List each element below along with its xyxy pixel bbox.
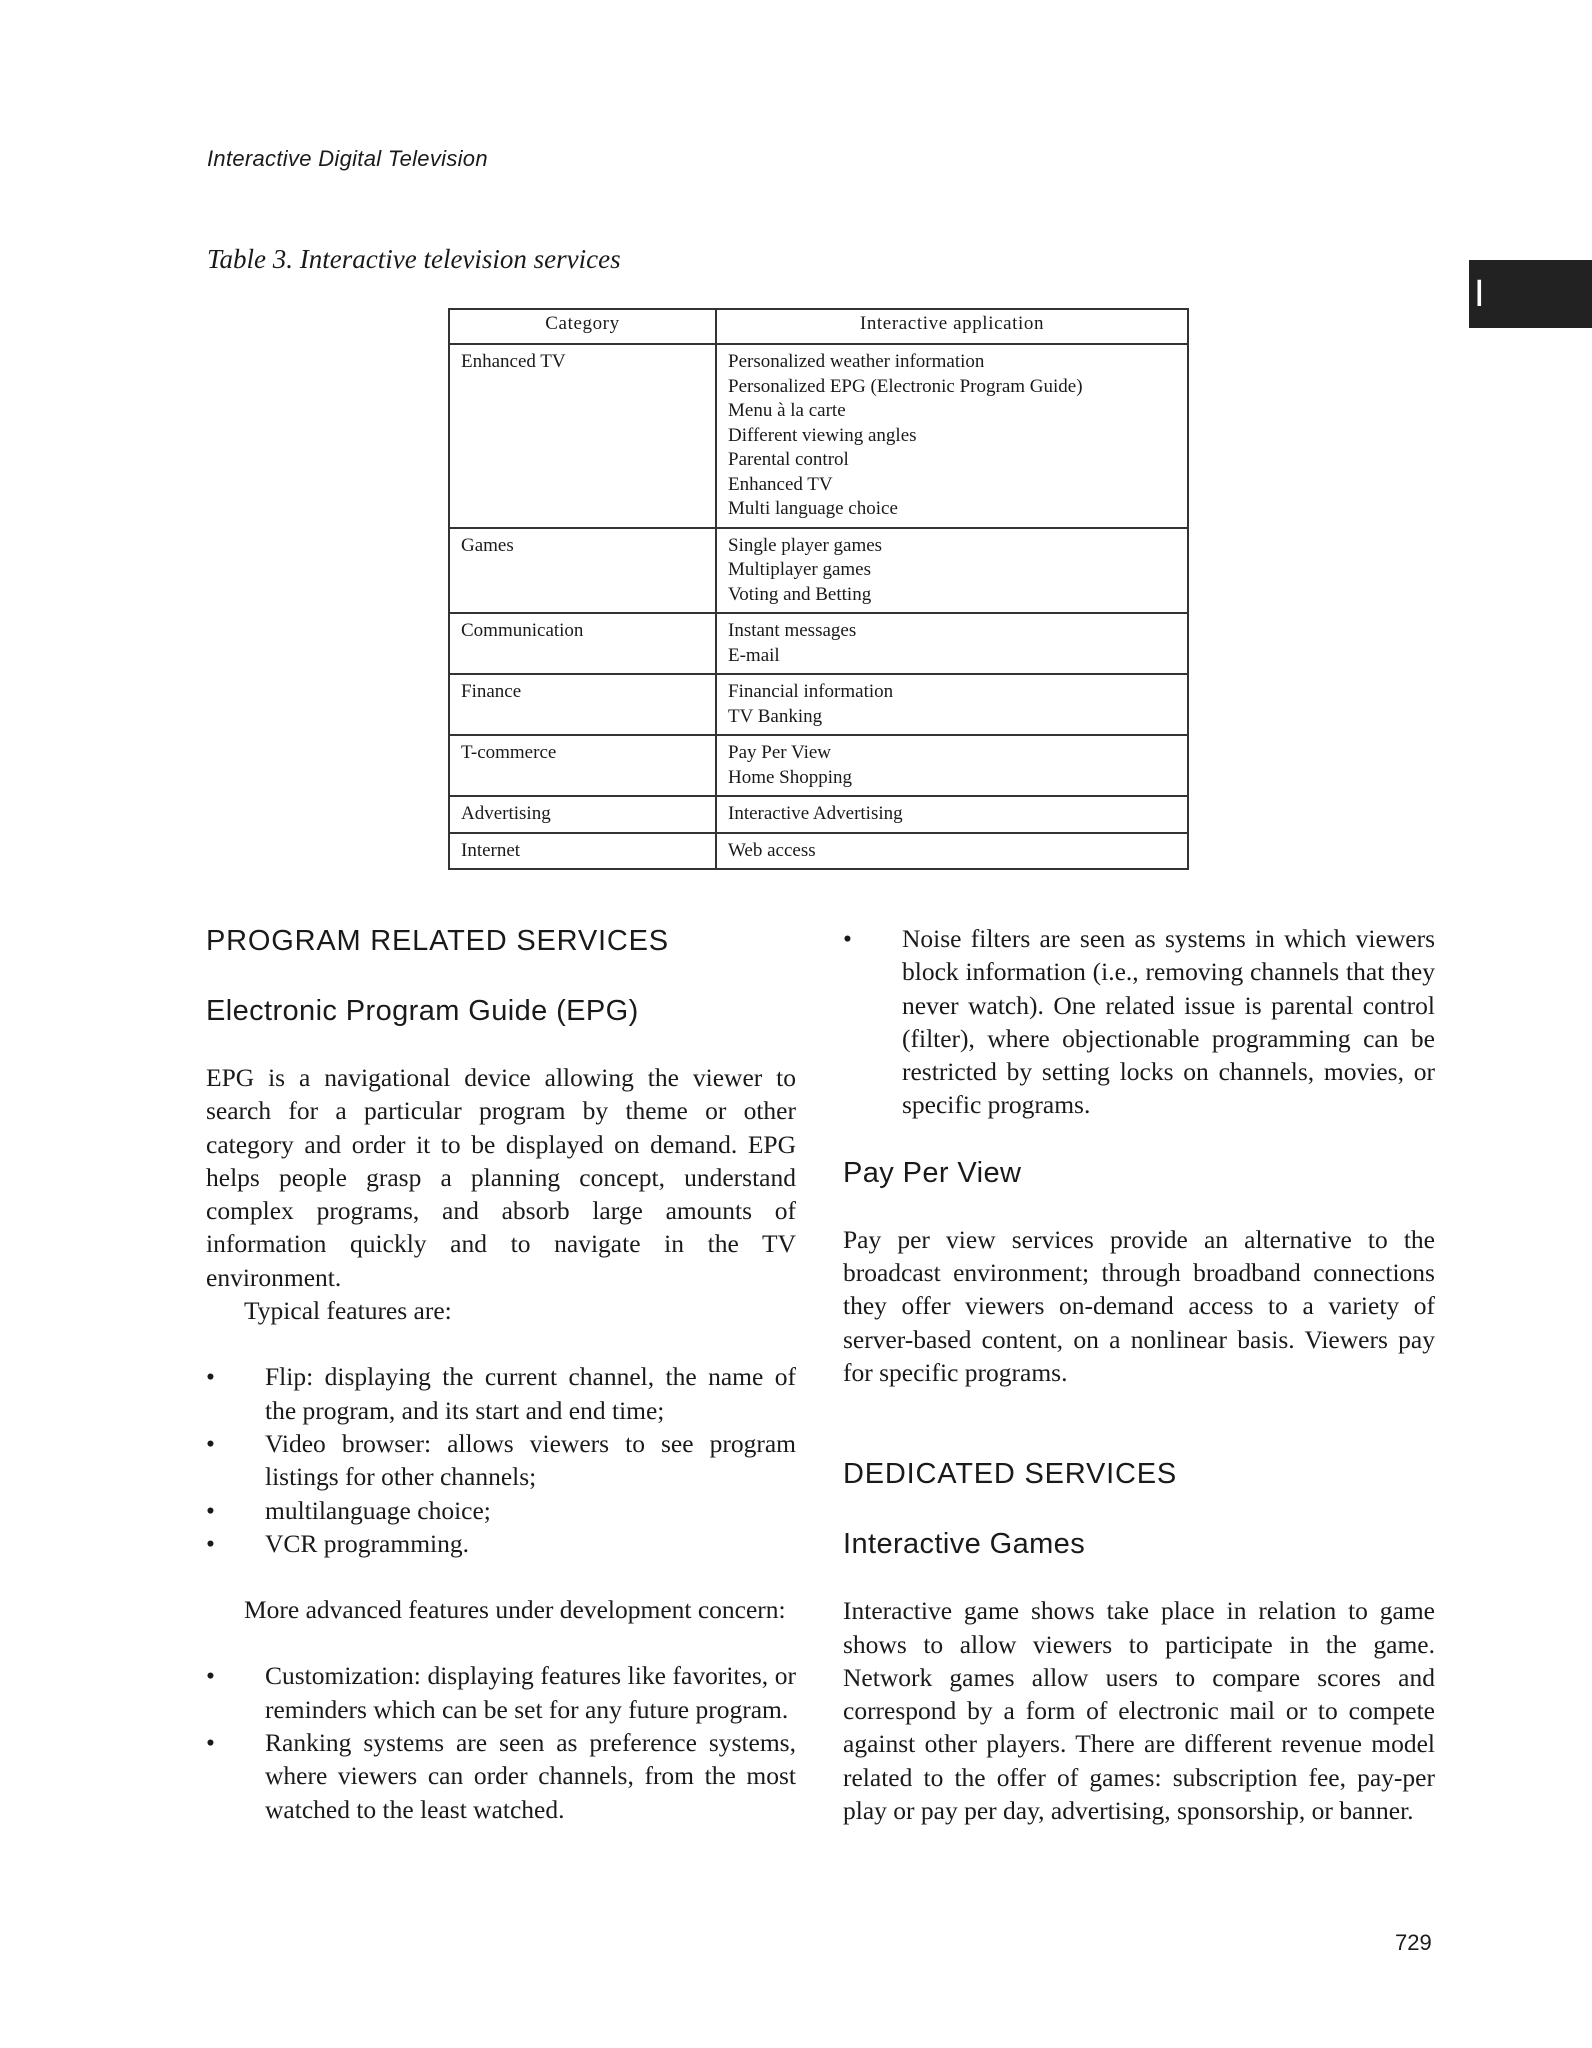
category-cell: Communication xyxy=(449,613,716,674)
application-item: E-mail xyxy=(728,644,780,666)
list-item-text: multilanguage choice; xyxy=(265,1495,491,1525)
application-item: Different viewing angles xyxy=(728,424,917,446)
table-row xyxy=(449,796,1188,833)
table-row xyxy=(449,528,1188,614)
section-thumb-tab: I xyxy=(1469,260,1592,328)
application-item: Enhanced TV xyxy=(728,473,833,495)
list-item-text: Customization: displaying features like favorites, or reminders which can be set for any future program. xyxy=(265,1661,796,1724)
list-item-text: Flip: displaying the current channel, the name of the program, and its start and end time; xyxy=(265,1362,796,1425)
category-cell: Internet xyxy=(449,833,716,870)
application-item: Personalized weather information xyxy=(728,351,985,372)
section-heading-dedicated: DEDICATED SERVICES xyxy=(843,1458,1178,1491)
table-row xyxy=(449,613,1188,674)
noise-filters-text: Noise filters are seen as systems in which viewers block information (i.e., removing channels that they never watch). One related issue is parental control (filter), where objectionable programming can be restricted by setting locks on channels, movies, or specific programs. xyxy=(902,924,1435,1120)
list-item xyxy=(206,1360,796,1427)
category-column-header: Category xyxy=(449,309,716,344)
left-column xyxy=(206,922,796,1826)
application-item: Instant messages xyxy=(728,620,857,641)
application-item: Voting and Betting xyxy=(728,583,872,605)
bullet-symbol: • xyxy=(206,1362,215,1392)
application-item: Home Shopping xyxy=(728,766,853,788)
application-cell xyxy=(716,528,1188,614)
advanced-features-intro: More advanced features under development concern: xyxy=(244,1595,786,1625)
list-item xyxy=(206,1427,796,1494)
application-item: Interactive Advertising xyxy=(728,803,903,824)
running-head: Interactive Digital Television xyxy=(207,146,488,171)
advanced-features-list xyxy=(206,1659,796,1825)
subheading-pay-per-view: Pay Per View xyxy=(843,1156,1022,1189)
bullet-symbol: • xyxy=(206,1661,215,1691)
table-row xyxy=(449,344,1188,528)
application-item: Financial information xyxy=(728,681,894,702)
section-heading-program-related: PROGRAM RELATED SERVICES xyxy=(206,925,669,957)
typical-features-list xyxy=(206,1360,796,1560)
application-cell xyxy=(716,674,1188,735)
services-table xyxy=(448,308,1189,870)
right-column xyxy=(843,922,1435,1827)
list-item xyxy=(206,1527,796,1560)
application-item: Menu à la carte xyxy=(728,400,846,421)
application-cell xyxy=(716,833,1188,870)
application-item: TV Banking xyxy=(728,705,823,727)
noise-filters-list xyxy=(843,922,1435,1122)
subheading-interactive-games: Interactive Games xyxy=(843,1528,1086,1561)
category-cell: Games xyxy=(449,528,716,614)
bullet-symbol: • xyxy=(206,1728,215,1758)
application-item: Multi language choice xyxy=(728,498,898,519)
bullet-symbol: • xyxy=(206,1528,215,1558)
bullet-symbol: • xyxy=(843,924,852,953)
list-item xyxy=(206,1659,796,1726)
bullet-symbol: • xyxy=(206,1428,215,1458)
list-item xyxy=(206,1494,796,1527)
category-cell: Enhanced TV xyxy=(449,344,716,528)
table-row xyxy=(449,833,1188,870)
application-cell xyxy=(716,735,1188,796)
bullet-symbol: • xyxy=(206,1495,215,1525)
application-item: Pay Per View xyxy=(728,742,831,763)
table-caption: Table 3. Interactive television services xyxy=(207,244,621,274)
table-row xyxy=(449,674,1188,735)
application-cell xyxy=(716,613,1188,674)
table-row xyxy=(449,735,1188,796)
page-number: 729 xyxy=(1395,1930,1432,1955)
list-item-text: VCR programming. xyxy=(265,1528,469,1558)
application-item: Multiplayer games xyxy=(728,559,871,580)
application-item: Single player games xyxy=(728,534,883,556)
typical-features-intro: Typical features are: xyxy=(244,1296,452,1326)
subheading-epg: Electronic Program Guide (EPG) xyxy=(206,995,639,1027)
list-item-text: Video browser: allows viewers to see program listings for other channels; xyxy=(265,1428,796,1492)
application-item: Personalized EPG (Electronic Program Guide) xyxy=(728,375,1083,397)
table-body xyxy=(449,344,1188,869)
application-column-header: Interactive application xyxy=(716,309,1188,344)
application-item: Web access xyxy=(728,839,816,861)
category-cell: Advertising xyxy=(449,796,716,833)
interactive-games-paragraph: Interactive game shows take place in relation to game shows to allow viewers to participate in the game. Network games allow users to compare scores and correspond by a form of electronic mail or to compete against other players. There are different revenue model related to the offer of games: subscription fee, pay-per play or pay per day, advertising, sponsorship, or banner. xyxy=(843,1596,1435,1826)
pay-per-view-paragraph: Pay per view services provide an alternative to the broadcast environment; through broadband connections they offer viewers on-demand access to a variety of server-based content, on a nonlinear basis. Viewers pay for specific programs. xyxy=(843,1224,1435,1387)
application-cell xyxy=(716,344,1188,528)
application-cell xyxy=(716,796,1188,833)
category-cell: T-commerce xyxy=(449,735,716,796)
list-item xyxy=(843,922,1435,1122)
list-item xyxy=(206,1726,796,1826)
table-header-row xyxy=(449,309,1188,344)
epg-paragraph: EPG is a navigational device allowing the viewer to search for a particular program by theme or other category and order it to be displayed on demand. EPG helps people grasp a planning concept, understand complex programs, and absorb large amounts of information quickly and to navigate in the TV environment. xyxy=(206,1063,796,1292)
application-item: Parental control xyxy=(728,449,849,470)
list-item-text: Ranking systems are seen as preference systems, where viewers can order channels, from the most watched to the least watched. xyxy=(265,1728,796,1824)
category-cell: Finance xyxy=(449,674,716,735)
